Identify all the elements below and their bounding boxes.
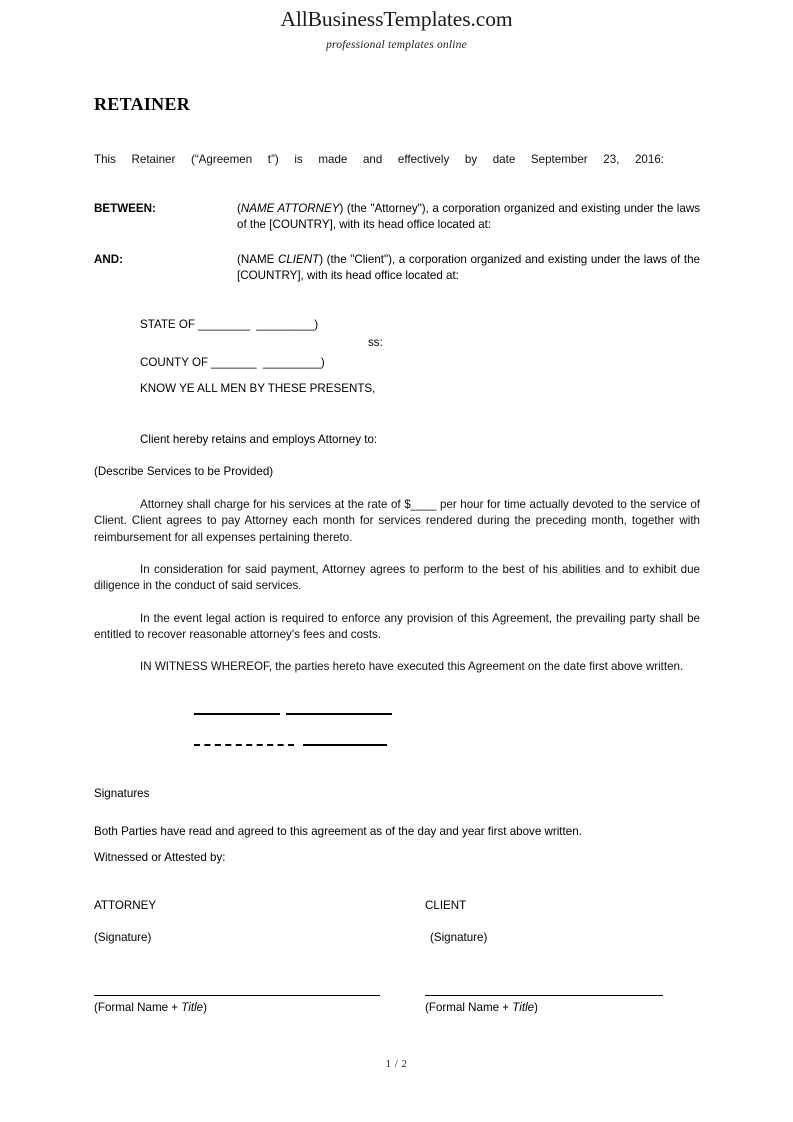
signature-column-attorney	[94, 898, 380, 1016]
state-paren: )	[314, 318, 319, 331]
clause-rate: Attorney shall charge for his services at the rate of $____ per hour for time actually devoted to the service of Client. Client agrees to pay Attorney each month for services rendered during the preceding month, together with reimbursement for all expenses pertaining thereto.	[94, 498, 700, 544]
county-of-label: COUNTY OF	[140, 356, 209, 369]
client-name-caption	[425, 1000, 711, 1016]
site-tagline: professional templates online	[326, 38, 467, 51]
page-title: RETAINER	[94, 94, 191, 114]
attorney-signature-label: (Signature)	[94, 931, 152, 945]
county-paren: )	[320, 356, 325, 369]
venue-block	[140, 315, 700, 372]
party-row-and	[94, 252, 700, 285]
between-paren-open: (	[237, 202, 241, 215]
witnessed-line: Witnessed or Attested by:	[94, 851, 226, 864]
blank-rule-1c[interactable]	[304, 713, 392, 715]
attorney-caption-title: Title	[181, 1000, 204, 1014]
party-label-between: BETWEEN:	[94, 202, 156, 215]
client-signature-line[interactable]	[425, 995, 663, 996]
county-blank-1: _______	[211, 356, 257, 369]
know-ye-line: KNOW YE ALL MEN BY THESE PRESENTS,	[140, 382, 376, 395]
party-value-between	[237, 201, 700, 234]
blank-rule-1b[interactable]	[286, 713, 304, 715]
county-of-line	[140, 353, 700, 372]
clause-consideration: In consideration for said payment, Attorney agrees to perform to the best of his abilities and to exhibit due diligence in the conduct of said services.	[94, 563, 700, 593]
clause-legal-action: In the event legal action is required to enforce any provision of this Agreement, the prevailing party shall be entitled to recover reasonable attorney's fees and costs.	[94, 612, 700, 642]
between-body-text: ) (the "Attorney"), a corporation organized and existing under the laws of the [COUNTRY], with its head office located at:	[237, 202, 700, 232]
between-name-placeholder: NAME ATTORNEY	[240, 202, 340, 215]
client-signature-label: (Signature)	[430, 931, 488, 945]
attorney-signature-line[interactable]	[94, 995, 380, 996]
party-row-between	[94, 201, 700, 234]
state-of-label: STATE OF	[140, 318, 195, 331]
party-label-and: AND:	[94, 253, 123, 266]
and-name-placeholder: CLIENT	[277, 253, 320, 266]
client-caption-prefix: (Formal Name +	[425, 1000, 513, 1014]
attorney-role-label: ATTORNEY	[94, 899, 157, 912]
state-of-line	[140, 315, 700, 334]
county-blank-2: _________	[262, 356, 321, 369]
signatures-heading: Signatures	[94, 787, 150, 800]
blank-rule-2b[interactable]	[303, 744, 387, 746]
blank-rule-1a[interactable]	[194, 713, 280, 715]
both-parties-line: Both Parties have read and agreed to this agreement as of the day and year first above written.	[94, 825, 582, 838]
party-value-and	[237, 252, 700, 285]
and-body-text: ) (the "Client"), a corporation organized and existing under the laws of the [COUNTRY], with its head office located at:	[237, 253, 700, 283]
intro-paragraph: This Retainer (“Agreemen t”) is made and effectively by date September 23, 2016:	[94, 153, 664, 166]
attorney-name-caption	[94, 1000, 380, 1016]
attorney-caption-suffix: )	[203, 1000, 207, 1014]
blank-rule-row-2	[194, 737, 387, 753]
clause-witness: IN WITNESS WHEREOF, the parties hereto have executed this Agreement on the date first above written.	[140, 660, 684, 673]
describe-services-line: (Describe Services to be Provided)	[94, 465, 274, 478]
and-name-prefix: (NAME	[237, 253, 278, 266]
page-footer: 1 / 2	[385, 1058, 408, 1070]
client-caption-title: Title	[512, 1000, 535, 1014]
blank-rule-2a[interactable]	[194, 744, 294, 746]
site-brand: AllBusinessTemplates.com	[280, 7, 513, 31]
blank-rule-row-1	[194, 706, 392, 722]
state-blank-2: _________	[256, 318, 315, 331]
retains-line: Client hereby retains and employs Attorney to:	[140, 433, 378, 446]
client-caption-suffix: )	[534, 1000, 538, 1014]
state-blank-1: ________	[198, 318, 250, 331]
attorney-caption-prefix: (Formal Name +	[94, 1000, 182, 1014]
signature-column-client	[425, 898, 711, 1016]
ss-marker: ss:	[368, 336, 383, 349]
client-role-label: CLIENT	[425, 899, 467, 912]
letterhead	[0, 8, 793, 51]
